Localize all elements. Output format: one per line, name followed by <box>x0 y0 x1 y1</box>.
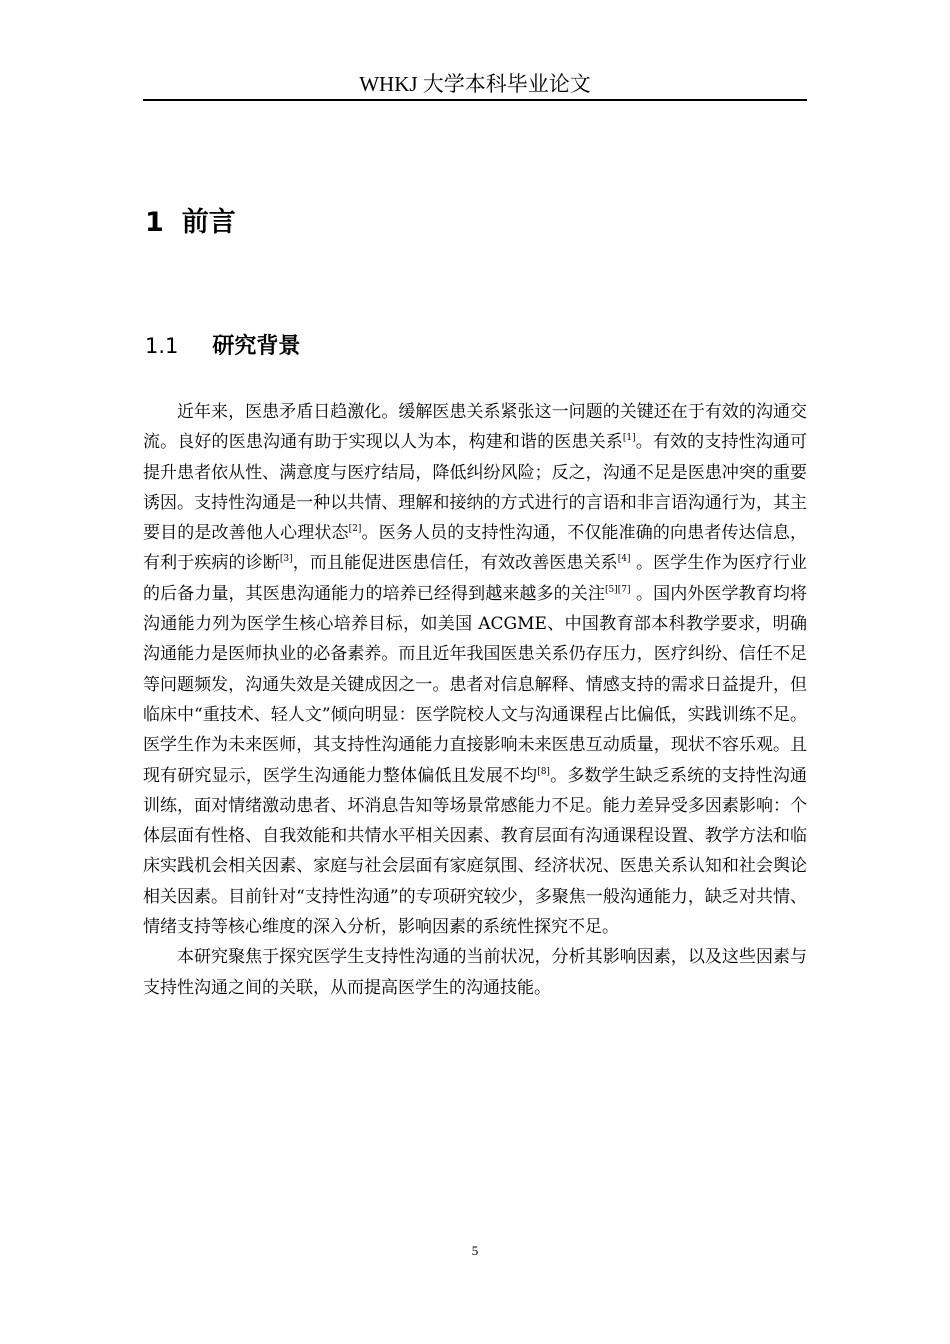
running-header: WHKJ 大学本科毕业论文 <box>359 72 591 96</box>
citation: [1] <box>622 433 636 444</box>
text-segment: 。医学生作为医疗行业的后备力量，其医患沟通能力的培养已经得到越来越多的关注 <box>143 553 808 604</box>
text-segment: 。多数学生缺乏系统的支持性沟通训练，面对情绪激动患者、坏消息告知等场景常感能力不足。能力差异受多因素影响：个体层面有性格、自我效能和共情水平相关因素、教育层面有沟通课程设置、教学方法和临床实践机会相关因素、家庭与社会层面有家庭氛围、经济状况、医患关系认知和社会舆论相关因素。目前针对“支持性沟通”的专项研究较少，多聚焦一般沟通能力，缺乏对共情、情绪支持等核心维度的深入分析，影响因素的系统性探究不足。 <box>143 765 808 938</box>
citation: [3] <box>279 554 293 565</box>
citation: [8] <box>537 766 550 777</box>
text-segment: 近年来，医患矛盾日趋激化。缓解医患关系紧张这一问题的关键还在于有效的沟通交流。良好的医患沟通有助于实现以人为本，构建和谐的医患关系 <box>143 402 807 453</box>
body-text <box>143 397 807 1003</box>
text-segment: ，而且能促进医患信任，有效改善医患关系 <box>292 553 618 574</box>
paragraph-2: 本研究聚焦于探究医学生支持性沟通的当前状况，分析其影响因素，以及这些因素与支持性沟通之间的关联，从而提高医学生的沟通技能。 <box>143 947 807 998</box>
chapter-heading <box>145 203 236 243</box>
header-rule <box>143 99 807 101</box>
citation: [4] <box>617 554 631 565</box>
citation: [2] <box>348 524 362 535</box>
text-segment: 。有效的支持性沟通可提升患者依从性、满意度与医疗结局，降低纠纷风险；反之，沟通不足是医患冲突的重要诱因。支持性沟通是一种以共情、理解和接纳的方式进行的言语和非言语沟通行为，其主要目的是改善他人心理状态 <box>143 432 808 544</box>
citation: [5][7] <box>605 584 631 595</box>
chapter-number: 1 <box>145 207 164 238</box>
chapter-title: 前言 <box>181 207 236 238</box>
paragraph-1 <box>143 397 807 942</box>
text-segment: 。国内外医学教育均将沟通能力列为医学生核心培养目标，如美国 ACGME、中国教育部本科教学要求，明确沟通能力是医师执业的必备素养。而且近年我国医患关系仍存压力，医疗纠纷、信任不足等问题频发，沟通失效是关键成因之一。患者对信息解释、情感支持的需求日益提升，但临床中“重技术、轻人文”倾向明显：医学院校人文与沟通课程占比偏低，实践训练不足。医学生作为未来医师，其支持性沟通能力直接影响未来医患互动质量，现状不容乐观。且现有研究显示，医学生沟通能力整体偏低且发展不均 <box>143 583 808 786</box>
section-number: 1.1 <box>145 334 179 358</box>
section-title: 研究背景 <box>212 334 301 359</box>
text-segment: 。医务人员的支持性沟通，不仅能准确的向患者传达信息，有利于疾病的诊断 <box>143 523 808 574</box>
page-number: 5 <box>471 1243 479 1258</box>
section-heading <box>145 328 300 365</box>
